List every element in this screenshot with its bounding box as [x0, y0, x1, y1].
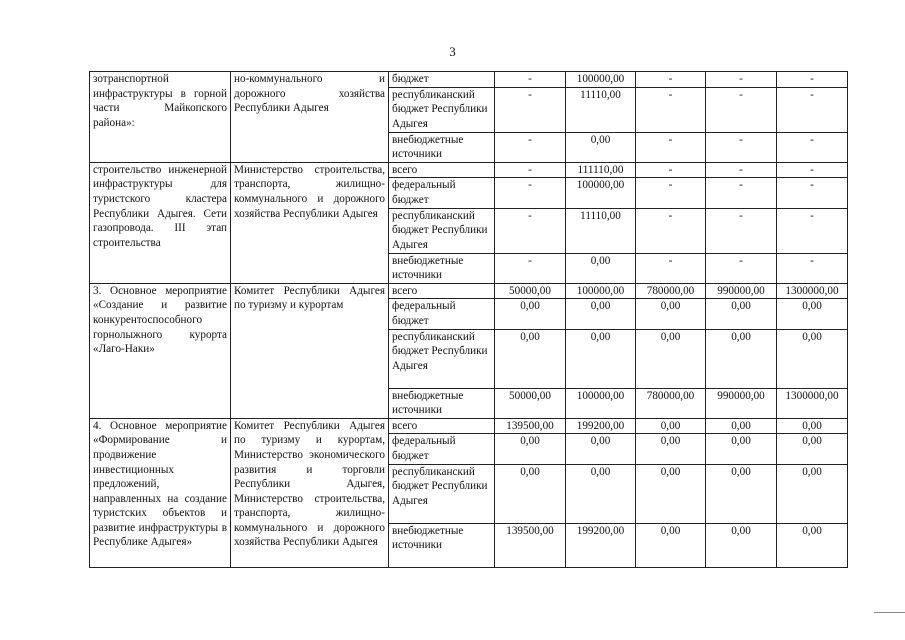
- value-cell: 990000,00: [706, 388, 777, 418]
- value-cell: -: [636, 178, 706, 208]
- value-cell: -: [495, 178, 566, 208]
- scan-edge-mark: [874, 612, 905, 613]
- table-row: [90, 72, 848, 88]
- page-number: 3: [449, 44, 456, 59]
- value-cell: 0,00: [706, 523, 777, 567]
- value-cell: -: [706, 72, 777, 88]
- value-cell: 0,00: [777, 418, 848, 434]
- value-cell: -: [636, 253, 706, 283]
- value-cell: 100000,00: [566, 72, 636, 88]
- value-cell: -: [636, 208, 706, 253]
- budget-table: [89, 71, 848, 568]
- value-cell: 100000,00: [566, 178, 636, 208]
- value-cell: -: [495, 72, 566, 88]
- value-cell: -: [777, 72, 848, 88]
- value-cell: 0,00: [495, 434, 566, 464]
- value-cell: -: [636, 87, 706, 132]
- value-cell: -: [706, 132, 777, 162]
- value-cell: -: [777, 178, 848, 208]
- program-cell: 3. Основное мероприятие «Создание и развитие конкурентоспособного горнолыжного курорта «Лаго-Наки»: [90, 283, 231, 418]
- source-cell: федеральный бюджет: [389, 434, 495, 464]
- value-cell: -: [777, 162, 848, 178]
- executor-cell: Комитет Республики Адыгея по туризму и курортам: [231, 283, 389, 418]
- value-cell: 0,00: [777, 329, 848, 388]
- value-cell: 0,00: [777, 299, 848, 329]
- value-cell: 100000,00: [566, 388, 636, 418]
- table-row: [90, 418, 848, 434]
- value-cell: 0,00: [636, 329, 706, 388]
- value-cell: -: [495, 132, 566, 162]
- executor-cell: но-коммунального и дорожного хозяйства Республики Адыгея: [231, 72, 389, 163]
- value-cell: 0,00: [566, 299, 636, 329]
- source-cell: внебюджетные источники: [389, 523, 495, 567]
- value-cell: 111110,00: [566, 162, 636, 178]
- value-cell: -: [706, 208, 777, 253]
- value-cell: -: [706, 162, 777, 178]
- value-cell: 0,00: [706, 299, 777, 329]
- value-cell: 0,00: [777, 464, 848, 523]
- value-cell: 100000,00: [566, 283, 636, 299]
- value-cell: 0,00: [777, 434, 848, 464]
- value-cell: -: [777, 208, 848, 253]
- value-cell: 1300000,00: [777, 388, 848, 418]
- value-cell: 11110,00: [566, 208, 636, 253]
- value-cell: 0,00: [636, 434, 706, 464]
- value-cell: -: [636, 162, 706, 178]
- value-cell: -: [706, 253, 777, 283]
- value-cell: -: [495, 253, 566, 283]
- source-cell: федеральный бюджет: [389, 299, 495, 329]
- value-cell: 990000,00: [706, 283, 777, 299]
- value-cell: 780000,00: [636, 388, 706, 418]
- program-cell: 4. Основное мероприятие «Формирование и продвижение инвестиционных предложений, направленных на создание туристских объектов и развитие инфраструктуры в Республике Адыгея»: [90, 418, 231, 567]
- source-cell: федеральный бюджет: [389, 178, 495, 208]
- value-cell: 139500,00: [495, 523, 566, 567]
- value-cell: 0,00: [636, 299, 706, 329]
- value-cell: -: [706, 178, 777, 208]
- value-cell: 199200,00: [566, 523, 636, 567]
- value-cell: 0,00: [636, 523, 706, 567]
- value-cell: -: [636, 132, 706, 162]
- source-cell: республиканский бюджет Республики Адыгея: [389, 329, 495, 388]
- source-cell: всего: [389, 162, 495, 178]
- value-cell: 0,00: [495, 329, 566, 388]
- value-cell: 0,00: [706, 434, 777, 464]
- value-cell: -: [495, 162, 566, 178]
- value-cell: 0,00: [566, 253, 636, 283]
- value-cell: 0,00: [636, 418, 706, 434]
- value-cell: 139500,00: [495, 418, 566, 434]
- executor-cell: Министерство строительства, транспорта, жилищно-коммунального и дорожного хозяйства Республики Адыгея: [231, 162, 389, 283]
- value-cell: 199200,00: [566, 418, 636, 434]
- program-cell: строительство инженерной инфраструктуры для туристского кластера Республики Адыгея. Сети газопровода. III этап строительства: [90, 162, 231, 283]
- value-cell: 0,00: [636, 464, 706, 523]
- program-cell: зотранспортной инфраструктуры в горной части Майкопского района»:: [90, 72, 231, 163]
- source-cell: республиканский бюджет Республики Адыгея: [389, 464, 495, 523]
- value-cell: 1300000,00: [777, 283, 848, 299]
- value-cell: -: [777, 87, 848, 132]
- value-cell: -: [636, 72, 706, 88]
- source-cell: внебюджетные источники: [389, 388, 495, 418]
- value-cell: 0,00: [706, 464, 777, 523]
- value-cell: -: [495, 87, 566, 132]
- source-cell: бюджет: [389, 72, 495, 88]
- value-cell: -: [706, 87, 777, 132]
- value-cell: -: [777, 253, 848, 283]
- value-cell: 0,00: [566, 434, 636, 464]
- source-cell: республиканский бюджет Республики Адыгея: [389, 208, 495, 253]
- source-cell: всего: [389, 418, 495, 434]
- table-row: [90, 162, 848, 178]
- value-cell: 50000,00: [495, 283, 566, 299]
- source-cell: внебюджетные источники: [389, 132, 495, 162]
- value-cell: 0,00: [706, 329, 777, 388]
- value-cell: 0,00: [566, 132, 636, 162]
- value-cell: -: [495, 208, 566, 253]
- table-row: [90, 283, 848, 299]
- value-cell: 0,00: [566, 464, 636, 523]
- value-cell: -: [777, 132, 848, 162]
- source-cell: внебюджетные источники: [389, 253, 495, 283]
- value-cell: 0,00: [706, 418, 777, 434]
- value-cell: 0,00: [495, 299, 566, 329]
- value-cell: 0,00: [566, 329, 636, 388]
- value-cell: 0,00: [495, 464, 566, 523]
- source-cell: республиканский бюджет Республики Адыгея: [389, 87, 495, 132]
- executor-cell: Комитет Республики Адыгея по туризму и курортам, Министерство экономического развития и торговли Республики Адыгея, Министерство строительства, транспорта, жилищно-коммунального и дорожного хозяйства Республики Адыгея: [231, 418, 389, 567]
- value-cell: 11110,00: [566, 87, 636, 132]
- value-cell: 780000,00: [636, 283, 706, 299]
- value-cell: 0,00: [777, 523, 848, 567]
- value-cell: 50000,00: [495, 388, 566, 418]
- source-cell: всего: [389, 283, 495, 299]
